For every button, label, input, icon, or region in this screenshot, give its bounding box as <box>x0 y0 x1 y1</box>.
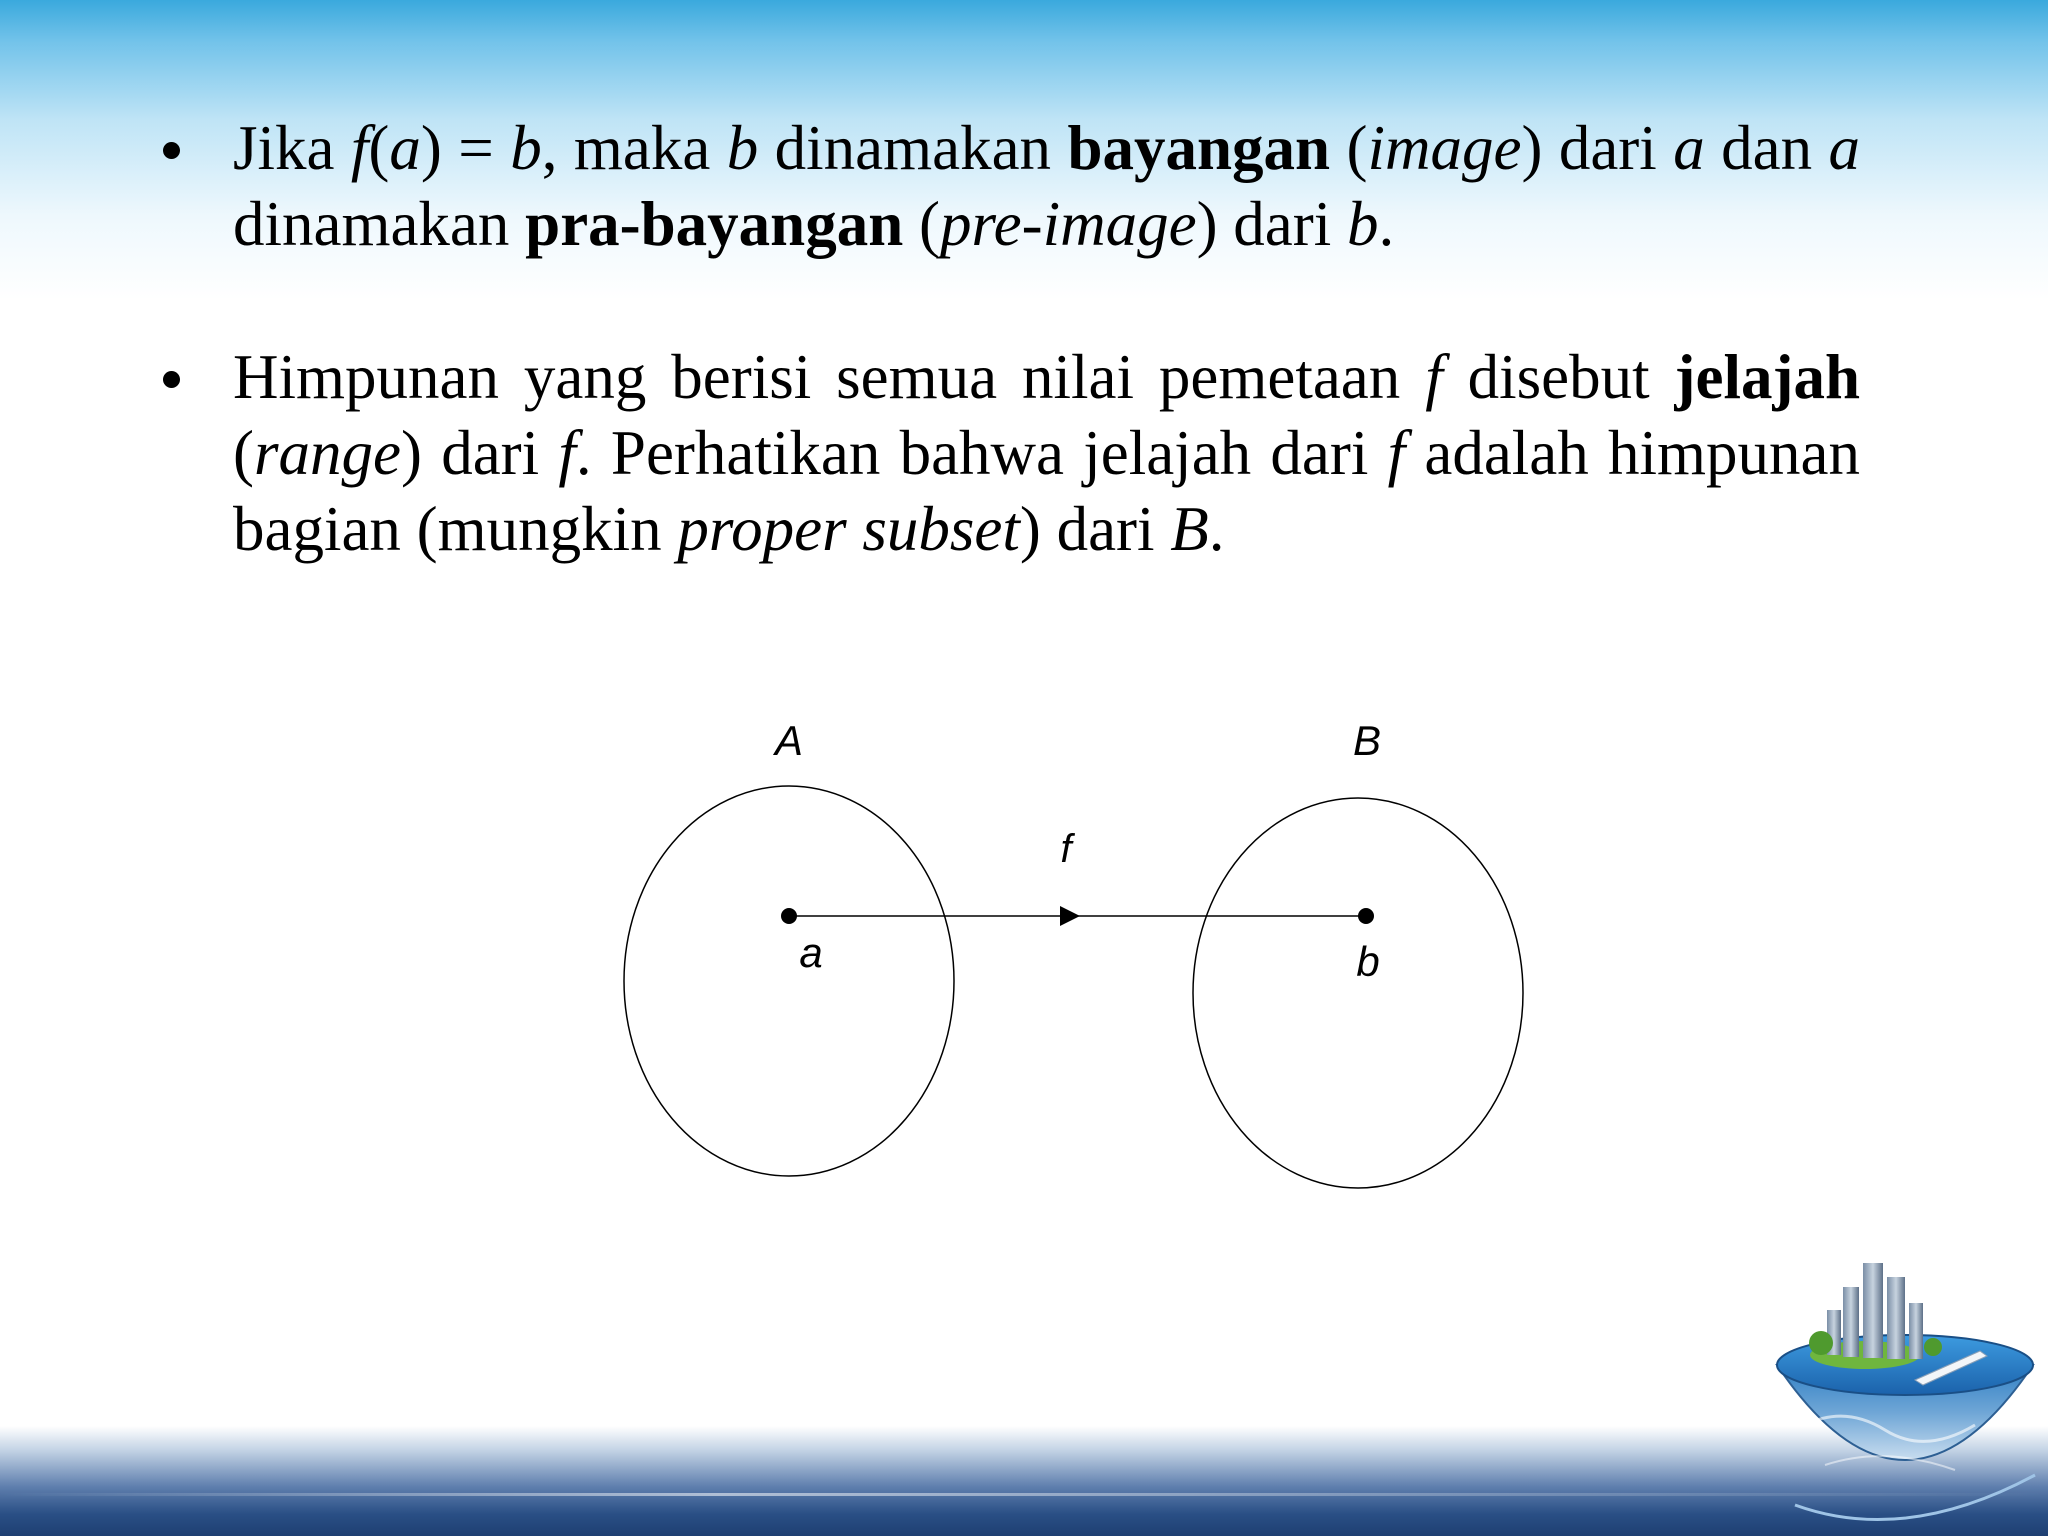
element-a-point <box>781 908 797 924</box>
text-segment: ( <box>903 189 940 259</box>
text-segment: dinamakan <box>758 113 1068 183</box>
text-segment: . <box>1208 494 1225 564</box>
text-segment: ) dari <box>1521 113 1674 183</box>
text-segment: a <box>1828 113 1860 183</box>
text-segment: Himpunan yang berisi semua nilai pemetaan <box>233 342 1426 412</box>
text-segment: , maka <box>541 113 727 183</box>
text-segment: Jika <box>233 113 351 183</box>
text-segment: f <box>558 418 576 488</box>
text-segment: ) dari <box>400 418 559 488</box>
text-segment: ) dari <box>1019 494 1171 564</box>
text-segment: ) dari <box>1196 189 1348 259</box>
element-a-label: a <box>799 929 823 976</box>
text-segment: proper subset <box>677 494 1020 564</box>
text-segment: . <box>1378 189 1395 259</box>
text-segment: image <box>1367 113 1522 183</box>
text-segment: jelajah <box>1674 342 1860 412</box>
set-b-ellipse <box>1193 798 1523 1188</box>
text-segment: dinamakan <box>233 189 526 259</box>
text-segment: f <box>1425 342 1443 412</box>
text-segment: b <box>1347 189 1379 259</box>
text-segment: pre-image <box>939 189 1197 259</box>
text-segment: pra-bayangan <box>525 189 904 259</box>
text-segment: B <box>1170 494 1209 564</box>
element-b-point <box>1358 908 1374 924</box>
set-a-ellipse <box>624 786 954 1176</box>
text-segment: disebut <box>1442 342 1675 412</box>
text-segment: adalah himpunan bagian (mungkin <box>233 418 1860 564</box>
text-segment: dan <box>1704 113 1829 183</box>
mapping-arrowhead <box>1060 906 1080 926</box>
element-b-label: b <box>1356 938 1380 985</box>
text-segment: f <box>350 113 369 183</box>
text-segment: a <box>1673 113 1705 183</box>
text-segment: ( <box>368 113 390 183</box>
text-segment: ) = <box>420 113 511 183</box>
set-b-label: B <box>1352 717 1382 764</box>
text-segment: b <box>510 113 542 183</box>
text-segment: bayangan <box>1067 113 1331 183</box>
text-segment: b <box>726 113 759 183</box>
mapping-f-label: f <box>1060 827 1072 871</box>
set-a-label: A <box>774 717 804 764</box>
text-segment: . Perhatikan bahwa jelajah dari <box>575 418 1388 488</box>
text-segment: ( <box>233 418 254 488</box>
text-segment: a <box>389 113 421 183</box>
globe-city-icon <box>1765 1255 2045 1525</box>
text-segment: range <box>253 418 401 488</box>
text-segment: f <box>1387 418 1406 488</box>
text-segment: ( <box>1330 113 1368 183</box>
